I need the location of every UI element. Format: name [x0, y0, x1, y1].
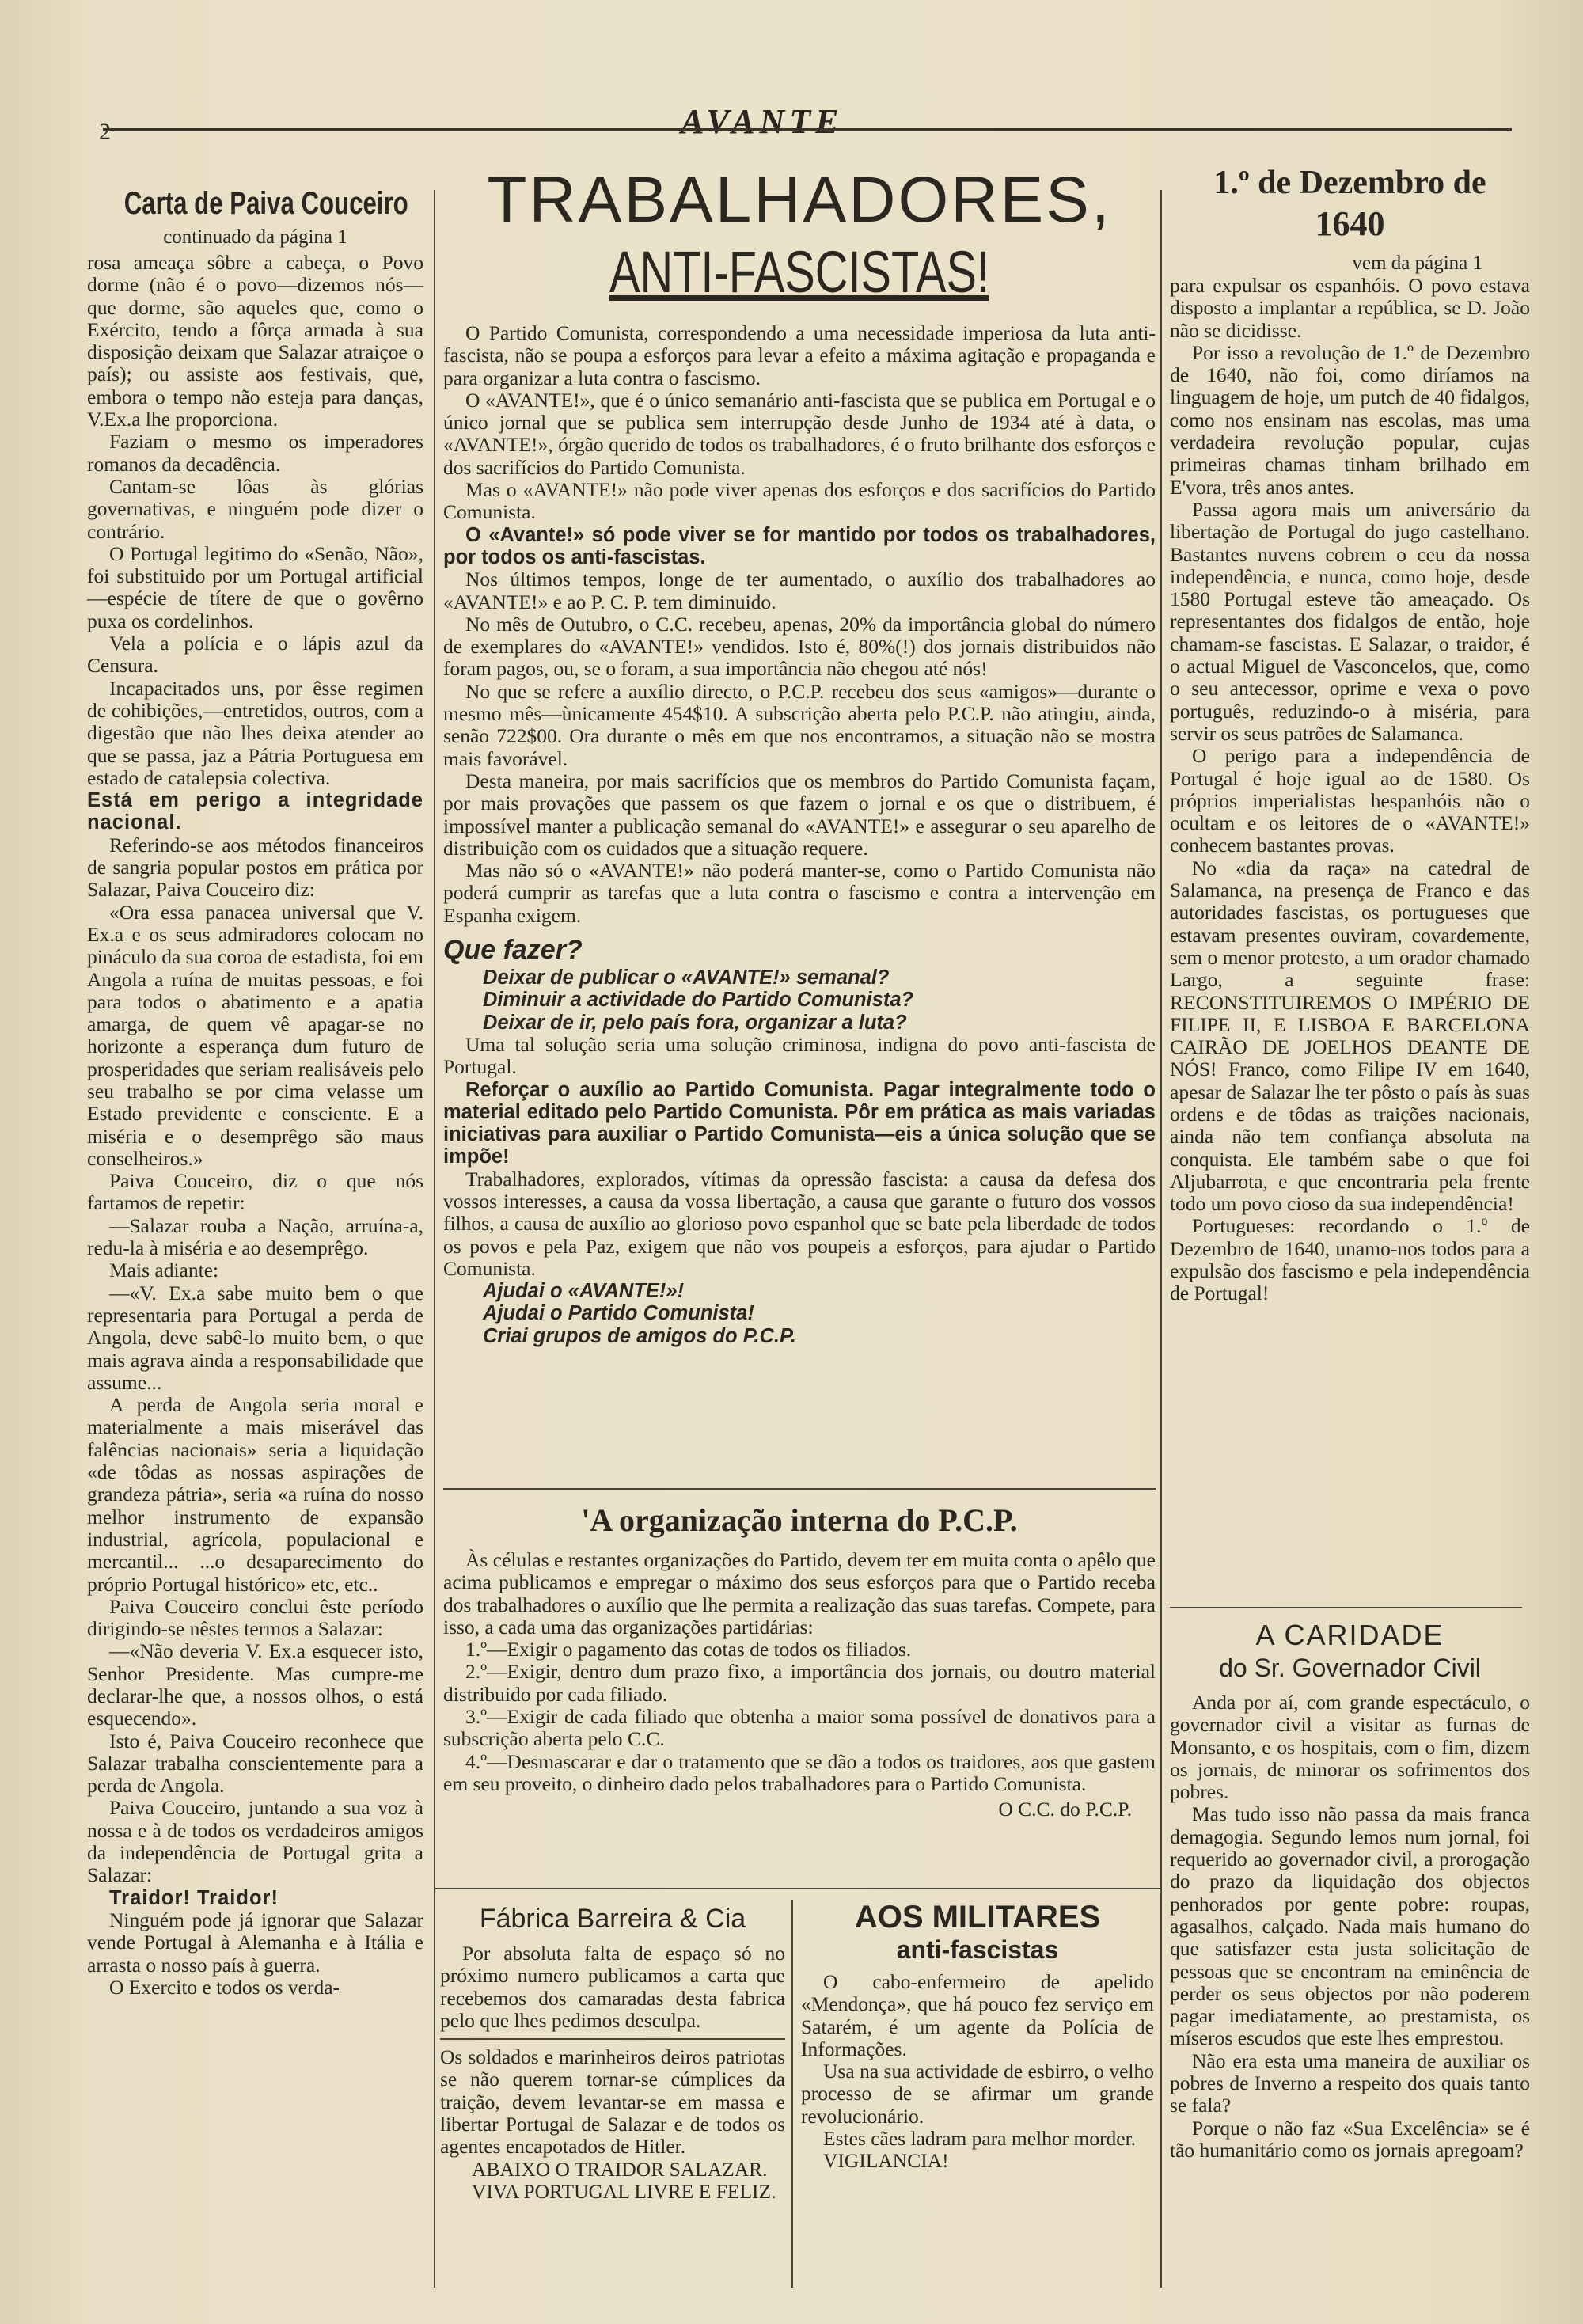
- paragraph: Uma tal solução seria uma solução criminosa, indigna do povo anti-fascista de Portugal.: [443, 1032, 1156, 1079]
- slogan: Criai grupos de amigos do P.C.P.: [483, 1324, 796, 1347]
- subhead: Está em perigo a integridade nacional.: [87, 789, 423, 834]
- paragraph: A perda de Angola seria moral e materialmente a mais miserável das falências nacionais» seria a liquidação «de tôdas as nossas aspirações de grandeza pátria», seria «a ruína do nosso melhor instrumento de expansão industrial, agrícola, populacional e mercantil... ...o desaparecimento do próprio Portugal histórico» etc, etc..: [87, 1393, 423, 1596]
- masthead-rule: [103, 128, 1512, 131]
- article-body: [440, 1942, 785, 2203]
- paragraph: No «dia da raça» na catedral de Salamanca, na presença de Franco e das autoridades fascistas, os portugueses que estavam presentes ouviram, covardemente, sem o menor protesto, a um orador chamado Largo, a seguinte frase: RECONSTITUIREMOS O IMPÉRIO DE FILIPE II, E LISBOA E BARCELONA CAIRÃO DE JOELHOS DEANTE DE NÓS! Franco, como Filipe IV em 1640, apesar de Salazar lhe ter pôsto o país às suas ordens e de tôdas as traições nacionais, ainda não tem confiança absoluta na conquista. Ele também sabe o que foi Aljubarrota, e que encontraria pela frente todo um povo cioso da sua independência!: [1170, 856, 1530, 1216]
- article-title: 'A organização interna do P.C.P.: [581, 1502, 1018, 1538]
- continued-note: vem da página 1: [1352, 253, 1482, 274]
- section-rule: [1170, 1607, 1522, 1608]
- slogan: Ajudai o Partido Comunista!: [483, 1302, 754, 1325]
- article-title: 1.º de Dezembro de: [1213, 165, 1486, 201]
- article-1-dezembro: [1170, 162, 1530, 1305]
- article-title: Fábrica Barreira & Cia: [479, 1904, 746, 1934]
- article-title: Carta de Paiva Couceiro: [123, 186, 408, 221]
- subhead: Que fazer?: [443, 935, 583, 966]
- section-rule: [434, 1888, 1160, 1889]
- paragraph: Não era esta uma maneira de auxiliar os pobres de Inverno a respeito dos quais tanto se fala?: [1170, 2049, 1530, 2117]
- bold-statement: O «Avante!» só pode viver se for mantido por todos os trabalhadores, por todos os anti-fascistas.: [443, 523, 1156, 568]
- paragraph: Paiva Couceiro, diz o que nós fartamos de repetir:: [87, 1169, 423, 1215]
- article-subtitle: do Sr. Governador Civil: [1219, 1654, 1481, 1682]
- paragraph: Paiva Couceiro, juntando a sua voz à nossa e à de todos os verdadeiros amigos da independência de Portugal grita a Salazar:: [87, 1796, 423, 1887]
- paragraph: Faziam o mesmo os imperadores romanos da decadência.: [87, 430, 423, 476]
- column-rule: [434, 190, 435, 2288]
- paragraph: Usa na sua actividade de esbirro, o velho processo de se afirmar um grande revolucionário.: [801, 2060, 1154, 2128]
- headline: ANTI-FASCISTAS!: [609, 239, 989, 305]
- paragraph: Mas tudo isso não passa da mais franca demagogia. Segundo lemos num jornal, foi requerido ao governador civil, a prorogação do prazo da liquidação dos objectos penhorados por gente pobre: roupas, agasalhos, calçado. Nada mais humano do que satisfazer esta justa solicitação de pessoas que se encontram na eminência de perder os seus objectos por não poderem pagar imediatamente, ao prestamista, os míseros escudos que este lhes emprestou.: [1170, 1802, 1530, 2050]
- paragraph: Vela a polícia e o lápis azul da Censura.: [87, 632, 423, 678]
- slogan: ABAIXO O TRAIDOR SALAZAR.: [472, 2157, 768, 2181]
- section-rule: [443, 1488, 1156, 1490]
- paragraph: O Partido Comunista, correspondendo a uma necessidade imperiosa da luta anti-fascista, não se poupa a esforços para levar a efeito a máxima agitação e propaganda e para organizar a luta contra o fascismo.: [443, 321, 1156, 389]
- paragraph: O Portugal legitimo do «Senão, Não», foi substituido por um Portugal artificial—espécie de títere de que o govêrno puxa os cordelinhos.: [87, 541, 423, 632]
- paragraph: Incapacitados uns, por êsse regimen de cohibições,—entretidos, outros, com a digestão que não lhes deixa atender ao que se passa, jaz a Pátria Portuguesa em estado de catalepsia colectiva.: [87, 676, 423, 789]
- list-item: 1.º—Exigir o pagamento das cotas de todos os filiados.: [465, 1638, 912, 1661]
- paragraph: Paiva Couceiro conclui êste período dirigindo-se nêstes termos a Salazar:: [87, 1594, 423, 1641]
- article-title: 1640: [1315, 204, 1385, 243]
- article-subtitle: anti-fascistas: [896, 1935, 1059, 1964]
- question: Deixar de publicar o «AVANTE!» semanal?: [483, 966, 890, 989]
- paragraph: Isto é, Paiva Couceiro reconhece que Salazar trabalha conscientemente para a perda de Angola.: [87, 1729, 423, 1798]
- article-trabalhadores: [443, 162, 1156, 1347]
- paragraph: Mas não só o «AVANTE!» não poderá manter-se, como o Partido Comunista não poderá cumprir as tarefas que a luta contra o fascismo e contra a intervenção em Espanha exigem.: [443, 859, 1156, 927]
- article-title: A CARIDADE: [1255, 1619, 1444, 1651]
- paragraph: Por isso a revolução de 1.º de Dezembro de 1640, não foi, como diríamos na linguagem de hoje, um putch de 40 fidalgos, como nos ensinam nas escolas, mas uma verdadeira revolução popular, cujas primeiras chamas tinham brilhado em E'vora, três anos antes.: [1170, 340, 1530, 499]
- paragraph: Os soldados e marinheiros deiros patriotas se não querem tornar-se cúmplices da traição, devem levantar-se em massa e libertar Portugal de Salazar e de todos os agentes encapotados de Hitler.: [440, 2045, 785, 2159]
- paragraph: O Exercito e todos os verda-: [109, 1975, 340, 1999]
- column-rule: [1160, 190, 1162, 2288]
- paragraph: Estes cães ladram para melhor morder.: [823, 2127, 1137, 2151]
- paragraph: O cabo-enfermeiro de apelido «Mendonça», que há pouco fez serviço em Satarém, é um agente da Polícia de Informações.: [801, 1970, 1154, 2060]
- paragraph: rosa ameaça sôbre a cabeça, o Povo dorme (não é o povo—dizemos nós—que dorme, são aqueles que, como o Exército, tendo a fôrça armada à sua disposição deixam que Salazar atraiçoe o país); ou assiste aos festivais, que, embora o tempo não esteja para danças, V.Ex.a lhe proporciona.: [87, 251, 423, 431]
- paragraph: No que se refere a auxílio directo, o P.C.P. recebeu dos seus «amigos»—durante o mesmo mês—ùnicamente 454$10. A subscrição aberta pelo P.C.P. não atingiu, ainda, senão 722$00. Ora durante o mês em que nos encontramos, a situação não se mostra mais favorável.: [443, 679, 1156, 770]
- headline: TRABALHADORES,: [487, 164, 1112, 236]
- article-organizacao: [443, 1500, 1156, 1821]
- article-body: [443, 1549, 1156, 1821]
- paragraph: Passa agora mais um aniversário da libertação de Portugal do jugo castelhano. Bastantes nuvens cobrem o ceu da nossa independência, e nunca, como hoje, desde 1580 Portugal esteve tão ameaçado. Os representantes dos fidalgos de então, hoje chamam-se fascistas. E Salazar, o traidor, é o actual Miguel de Vasconcelos, que, como o seu antecessor, oprime e vexa o povo português, reduzindo-o à miséria, para servir os seus patrões de Salamanca.: [1170, 497, 1530, 745]
- question: Deixar de ir, pelo país fora, organizar a luta?: [483, 1011, 907, 1034]
- paragraph: O perigo para a independência de Portugal é hoje igual ao de 1580. Os próprios imperialistas hespanhóis não o ocultam e os leitores de o «AVANTE!» conhecem bastantes provas.: [1170, 744, 1530, 857]
- question: Diminuir a actividade do Partido Comunista?: [483, 989, 914, 1012]
- paragraph: Cantam-se lôas às glórias governativas, e ninguém pode dizer o contrário.: [87, 474, 423, 543]
- paragraph: «Ora essa panacea universal que V. Ex.a e os seus admiradores colocam no pináculo da sua coroa de estadista, foi em Angola a ruína de muitas pessoas, e foi para todos o abatimento e a apatia amarga, de quem vê apagar-se no horizonte a esperança dum futuro de prosperidades que seriam realisáveis pelo seu trabalho se por cima velasse um Estado previdente e consciente. E a miséria e o desemprêgo são maus conselheiros.»: [87, 900, 423, 1170]
- signature: O C.C. do P.C.P.: [998, 1798, 1132, 1821]
- paragraph: Portugueses: recordando o 1.º de Dezembro de 1640, unamo-nos todos para a expulsão dos fascismo e pela independência de Portugal!: [1170, 1214, 1530, 1305]
- article-paiva-couceiro: [87, 186, 423, 1999]
- paragraph: O «AVANTE!», que é o único semanário anti-fascista que se publica em Portugal e o único jornal que se publica sem interrupção desde Junho de 1934 até à data, o «AVANTE!», órgão querido de todos os trabalhadores, é o fruto brilhante dos esforços e dos sacrifícios do Partido Comunista.: [443, 388, 1156, 479]
- paragraph: Desta maneira, por mais sacrifícios que os membros do Partido Comunista façam, por mais provações que passem os que fazem o jornal e os que o distribuem, é impossível manter a publicação semanal do «AVANTE!» e assegurar o seu aparelho de distribuição com os cuidados que a situação requere.: [443, 769, 1156, 860]
- article-body: [87, 252, 423, 1999]
- article-title: AOS MILITARES: [854, 1900, 1101, 1935]
- slogan: VIVA PORTUGAL LIVRE E FELIZ.: [472, 2179, 776, 2203]
- paragraph: Referindo-se aos métodos financeiros de sangria popular postos em prática por Salazar, Paiva Couceiro diz:: [87, 833, 423, 902]
- paragraph: —«V. Ex.a sabe muito bem o que representaria para Portugal a perda de Angola, deve sabê-lo muito bem, o que mais agrava ainda a responsabilidade que assume...: [87, 1281, 423, 1394]
- article-body: [1170, 1692, 1530, 2162]
- article-body: [1170, 275, 1530, 1305]
- paragraph: Às células e restantes organizações do Partido, devem ter em muita conta o apêlo que acima publicamos e empregar o máximo dos seus esforços para que o Partido receba dos trabalhadores o auxílio que lhe permita a realização das suas tarefas. Compete, para isso, a cada uma das organizações partidárias:: [443, 1548, 1156, 1639]
- column-rule: [792, 1900, 793, 2288]
- list-item: 3.º—Exigir de cada filiado que obtenha a maior soma possível de donativos para a subscrição aberta pelo C.C.: [443, 1705, 1156, 1751]
- paragraph: No mês de Outubro, o C.C. recebeu, apenas, 20% da importância global do número de exemplares do «AVANTE!» vendidos. Isto é, 80%(!) dos jornais distribuidos não foram pagos, ou, se o foram, a sua importância não chegou até nós!: [443, 612, 1156, 681]
- list-item: 2.º—Exigir, dentro dum prazo fixo, a importância dos jornais, ou doutro material distribuido por cada filiado.: [443, 1660, 1156, 1706]
- paragraph: Porque o não faz «Sua Excelência» se é tão humanitário como os jornais apregoam?: [1170, 2116, 1530, 2162]
- article-body: [443, 322, 1156, 1347]
- page-number: 2: [99, 119, 111, 145]
- paragraph: —«Não deveria V. Ex.a esquecer isto, Senhor Presidente. Mas cumpre-me declarar-lhe que, a nossos olhos, o está esquecendo».: [87, 1639, 423, 1730]
- section-rule: [440, 2038, 785, 2040]
- paragraph: Anda por aí, com grande espectáculo, o governador civil a visitar as furnas de Monsanto, e os hospitais, com o fim, dizem os jornais, de minorar os sofrimentos dos pobres.: [1170, 1691, 1530, 1804]
- paragraph: Ninguém pode já ignorar que Salazar vende Portugal à Alemanha e à Itália e arrasta o nosso país à guerra.: [87, 1908, 423, 1977]
- paragraph: Nos últimos tempos, longe de ter aumentado, o auxílio dos trabalhadores ao «AVANTE!» e ao P. C. P. tem diminuido.: [443, 568, 1156, 613]
- article-caridade: [1170, 1619, 1530, 2162]
- bold-statement: Reforçar o auxílio ao Partido Comunista. Pagar integralmente todo o material editado pelo Partido Comunista. Pôr em prática as mais variadas iniciativas para auxiliar o Partido Comunista—eis a única solução que se impõe!: [443, 1078, 1156, 1168]
- paragraph: Trabalhadores, explorados, vítimas da opressão fascista: a causa da defesa dos vossos interesses, a causa da vossa libertação, a causa que garante o futuro dos vossos filhos, a causa de auxílio ao glorioso povo espanhol que se bate pela liberdade de todos os povos e pela Paz, exigem que não vos poupeis a esforços, para ajudar o Partido Comunista.: [443, 1167, 1156, 1280]
- continued-note: continuado da página 1: [163, 226, 347, 248]
- paragraph: Mas o «AVANTE!» não pode viver apenas dos esforços e dos sacrifícios do Partido Comunista.: [443, 478, 1156, 524]
- paragraph: Mais adiante:: [109, 1259, 219, 1282]
- closing: VIGILANCIA!: [823, 2149, 949, 2173]
- masthead: AVANTE: [681, 102, 844, 141]
- paragraph: para expulsar os espanhóis. O povo estava disposto a implantar a república, se D. João não se dicidisse.: [1170, 274, 1530, 342]
- article-body: [801, 1971, 1154, 2173]
- paragraph: Por absoluta falta de espaço só no próximo numero publicamos a carta que recebemos dos camaradas desta fabrica pelo que lhes pedimos desculpa.: [440, 1942, 785, 2032]
- slogan: Ajudai o «AVANTE!»!: [483, 1280, 685, 1303]
- shout: Traidor! Traidor!: [109, 1886, 279, 1909]
- paragraph: —Salazar rouba a Nação, arruína-a, redu-la à miséria e ao desemprêgo.: [87, 1213, 423, 1260]
- article-fabrica: [440, 1900, 785, 2203]
- list-item: 4.º—Desmascarar e dar o tratamento que se dão a todos os traidores, aos que gastem em seu proveito, o dinheiro dado pelos trabalhadores para o Partido Comunista.: [443, 1749, 1156, 1795]
- article-militares: [801, 1900, 1154, 2173]
